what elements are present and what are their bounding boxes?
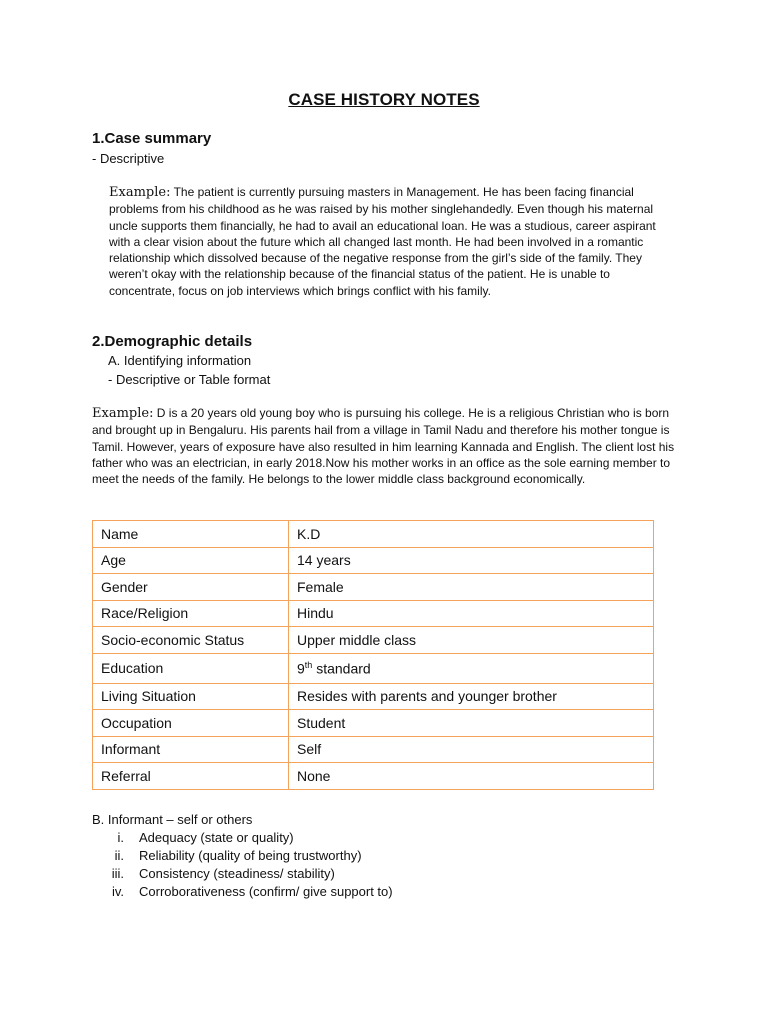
field-value: Self [289,736,654,763]
example-text: The patient is currently pursuing masters in Management. He has been facing financial problems from his childhood as he was raised by his mother singlehandedly. Even though his maternal uncle supports them financially, he had to avail an educational loan. He was a studious, career aspirant with a clear vision about the future which all changed last month. He had been involved in a romantic relationship which dissolved because of the negative response from the girl’s side of the family. They weren’t okay with the relationship because of the financial status of the patient. He is unable to concentrate, focus on job interviews which brings conflict with his family. [109,185,656,298]
list-text: Consistency (steadiness/ stability) [139,866,335,881]
list-item [92,884,393,902]
field-value: Resides with parents and younger brother [289,683,654,710]
field-label: Age [93,547,289,574]
example-label: Example: [92,406,154,421]
field-label: Living Situation [93,683,289,710]
list-numeral: iv. [111,884,124,899]
list-numeral: i. [117,830,124,845]
table-row [93,600,654,627]
table-row [93,763,654,790]
section-heading-demographic: 2.Demographic details [92,333,253,350]
list-item [92,848,362,866]
table-row [93,683,654,710]
field-label: Education [93,653,289,683]
example-text: D is a 20 years old young boy who is pursuing his college. He is a religious Christian who is born and brought up in Bengaluru. His parents hail from a village in Tamil Nadu and therefore his mother tongue is Tamil. However, years of exposure have also resulted in him learning Kannada and English. The client lost his father who was an electrician, in early 2018.Now his mother works in an office as the sole earning member to meet the needs of the family. He belongs to the lower middle class background economically. [92,406,675,487]
field-value: Student [289,710,654,737]
education-superscript: th [304,659,313,670]
education-number: 9 [297,660,305,677]
list-item [92,830,294,848]
case-summary-subtitle: - Descriptive [92,151,165,166]
table-row [93,627,654,654]
field-value [289,653,654,683]
example-label: Example: [109,185,171,200]
identifying-information-table [92,520,654,790]
list-text: Adequacy (state or quality) [139,830,294,845]
field-value: Upper middle class [289,627,654,654]
page-title: CASE HISTORY NOTES [288,90,480,109]
field-label: Socio-economic Status [93,627,289,654]
list-text: Corroborativeness (confirm/ give support to) [139,884,393,899]
list-text: Reliability (quality of being trustworthy) [139,848,362,863]
list-numeral: iii. [111,866,124,881]
field-value: 14 years [289,547,654,574]
field-label: Referral [93,763,289,790]
field-value: Female [289,574,654,601]
field-label: Race/Religion [93,600,289,627]
list-numeral: ii. [114,848,124,863]
field-value: None [289,763,654,790]
demographic-example [92,405,676,487]
case-summary-example [109,184,674,299]
field-label: Informant [93,736,289,763]
education-text: standard [312,660,371,677]
field-value: Hindu [289,600,654,627]
field-label: Name [93,521,289,548]
field-value: K.D [289,521,654,548]
table-row [93,521,654,548]
field-label: Occupation [93,710,289,737]
table-row [93,736,654,763]
format-note: - Descriptive or Table format [108,372,271,387]
informant-criteria-list [92,830,393,902]
table-row [93,547,654,574]
section-heading-case-summary: 1.Case summary [92,130,212,147]
list-item [92,866,335,884]
field-label: Gender [93,574,289,601]
table-row [93,710,654,737]
identifying-information: A. Identifying information [108,353,252,368]
informant-heading: B. Informant – self or others [92,812,253,827]
table-row [93,574,654,601]
table-row [93,653,654,683]
